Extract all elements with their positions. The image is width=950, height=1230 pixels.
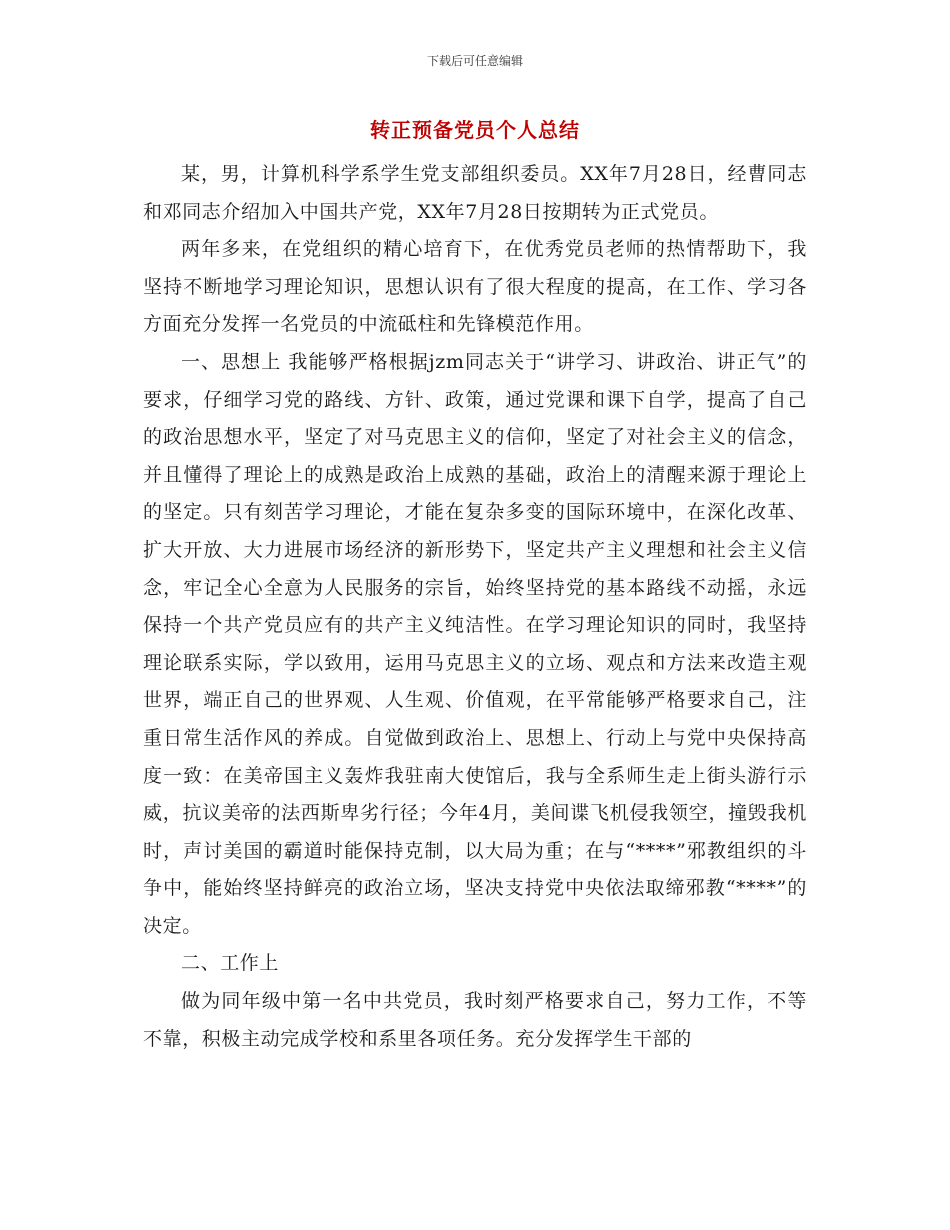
paragraph-ideology: 一、思想上 我能够严格根据jzm同志关于“讲学习、讲政治、讲正气”的要求，仔细学习党的路线、方针、政策，通过党课和课下自学，提高了自己的政治思想水平，坚定了对马克思主义的信仰，坚定了对社会主义的信念，并且懂得了理论上的成熟是政治上成熟的基础，政治上的清醒来源于理论上的坚定。只有刻苦学习理论，才能在复杂多变的国际环境中，在深化改革、扩大开放、大力进展市场经济的新形势下，坚定共产主义理想和社会主义信念，牢记全心全意为人民服务的宗旨，始终坚持党的基本路线不动摇，永远保持一个共产党员应有的共产主义纯洁性。在学习理论知识的同时，我坚持理论联系实际，学以致用，运用马克思主义的立场、观点和方法来改造主观世界，端正自己的世界观、人生观、价值观，在平常能够严格要求自己，注重日常生活作风的养成。自觉做到政治上、思想上、行动上与党中央保持高度一致：在美帝国主义轰炸我驻南大使馆后，我与全系师生走上街头游行示威，抗议美帝的法西斯卑劣行径；今年4月，美间谍飞机侵我领空，撞毁我机时，声讨美国的霸道时能保持克制，以大局为重；在与“****”邪教组织的斗争中，能始终坚持鲜亮的政治立场，坚决支持党中央依法取缔邪教“****”的决定。 (143, 350, 807, 937)
paragraph-overview: 两年多来，在党组织的精心培育下，在优秀党员老师的热情帮助下，我坚持不断地学习理论知识，思想认识有了很大程度的提高，在工作、学习各方面充分发挥一名党员的中流砥柱和先锋模范作用。 (143, 238, 807, 336)
paragraph-work: 做为同年级中第一名中共党员，我时刻严格要求自己，努力工作，不等不靠，积极主动完成学校和系里各项任务。充分发挥学生干部的 (143, 990, 807, 1050)
page-title: 转正预备党员个人总结 (370, 118, 580, 142)
document-body (143, 156, 807, 1058)
section-heading-work: 二、工作上 (181, 952, 280, 975)
header-note: 下载后可任意编辑 (426, 54, 523, 68)
paragraph-intro: 某，男，计算机科学系学生党支部组织委员。XX年7月28日，经曹同志和邓同志介绍加入中国共产党，XX年7月28日按期转为正式党员。 (143, 163, 807, 223)
